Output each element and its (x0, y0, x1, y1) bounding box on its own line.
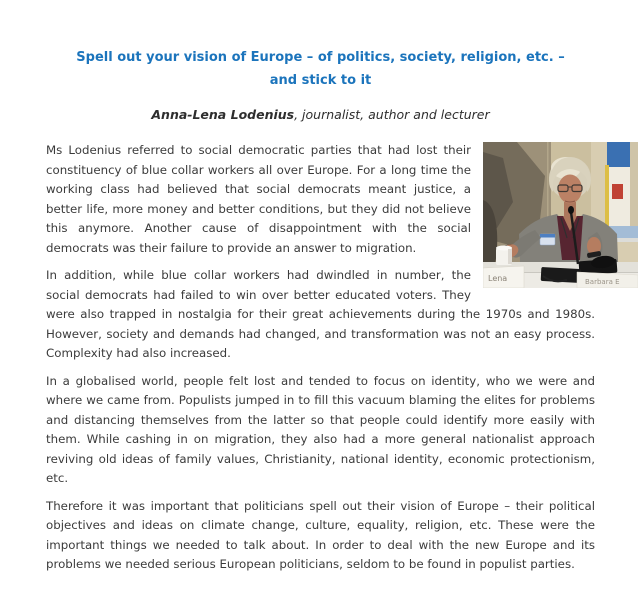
name-badge (540, 234, 555, 245)
coffee-cup (496, 246, 512, 266)
speaker-photo-illustration (483, 142, 638, 288)
nameplate-left-text: Lena (488, 274, 508, 283)
nameplate-left (483, 266, 524, 288)
paragraph-1: Ms Lodenius referred to social democratic parties that had lost their constituency of blue collar workers all over Europe. For a long time the working class had believed that social democrats meant justice, a better life, more money and better conditions, but they did not believe this anymore. Another cause of disappointment with the social democrats was their failure to provide an answer to migration. (46, 143, 471, 255)
paragraph-4: Therefore it was important that politicians spell out their vision of Europe – their political objectives and ideas on climate change, culture, equality, religion, etc. These were the important things we needed to talk about. In order to deal with the new Europe and its problems we needed serious European politicians, seldom to be found in populist parties. (46, 498, 595, 571)
byline (46, 105, 595, 124)
nameplate-right (577, 272, 638, 288)
speaker-photo (483, 142, 638, 288)
paragraph-2: In addition, while blue collar workers had dwindled in number, the social democrats had failed to win over better educated voters. They were also trapped in nostalgia for their great achievements during the 1970s and 1980s. However, society and demands had changed, and transformation was not an easy process. Complexity had also increased. (46, 268, 595, 360)
author-role: , journalist, author and lecturer (294, 107, 490, 122)
article-body (46, 141, 620, 575)
paragraph-3: In a globalised world, people felt lost and tended to focus on identity, who we were and where we came from. Populists jumped in to fill this vacuum blaming the elites for problems and distancing themselves from the latter so that people could identify more easily with them. While cashing in on migration, they also had a more general nationalist approach reviving old ideas of family values, Christianity, national identity, economic protectionism, etc. (46, 373, 595, 485)
page-title (46, 46, 595, 92)
nameplate-right-text: Barbara E (585, 278, 620, 286)
author-name: Anna-Lena Lodenius (151, 107, 295, 122)
title-line-1: Spell out your vision of Europe – of politics, society, religion, etc. – (76, 50, 565, 65)
title-line-2: and stick to it (269, 73, 372, 88)
